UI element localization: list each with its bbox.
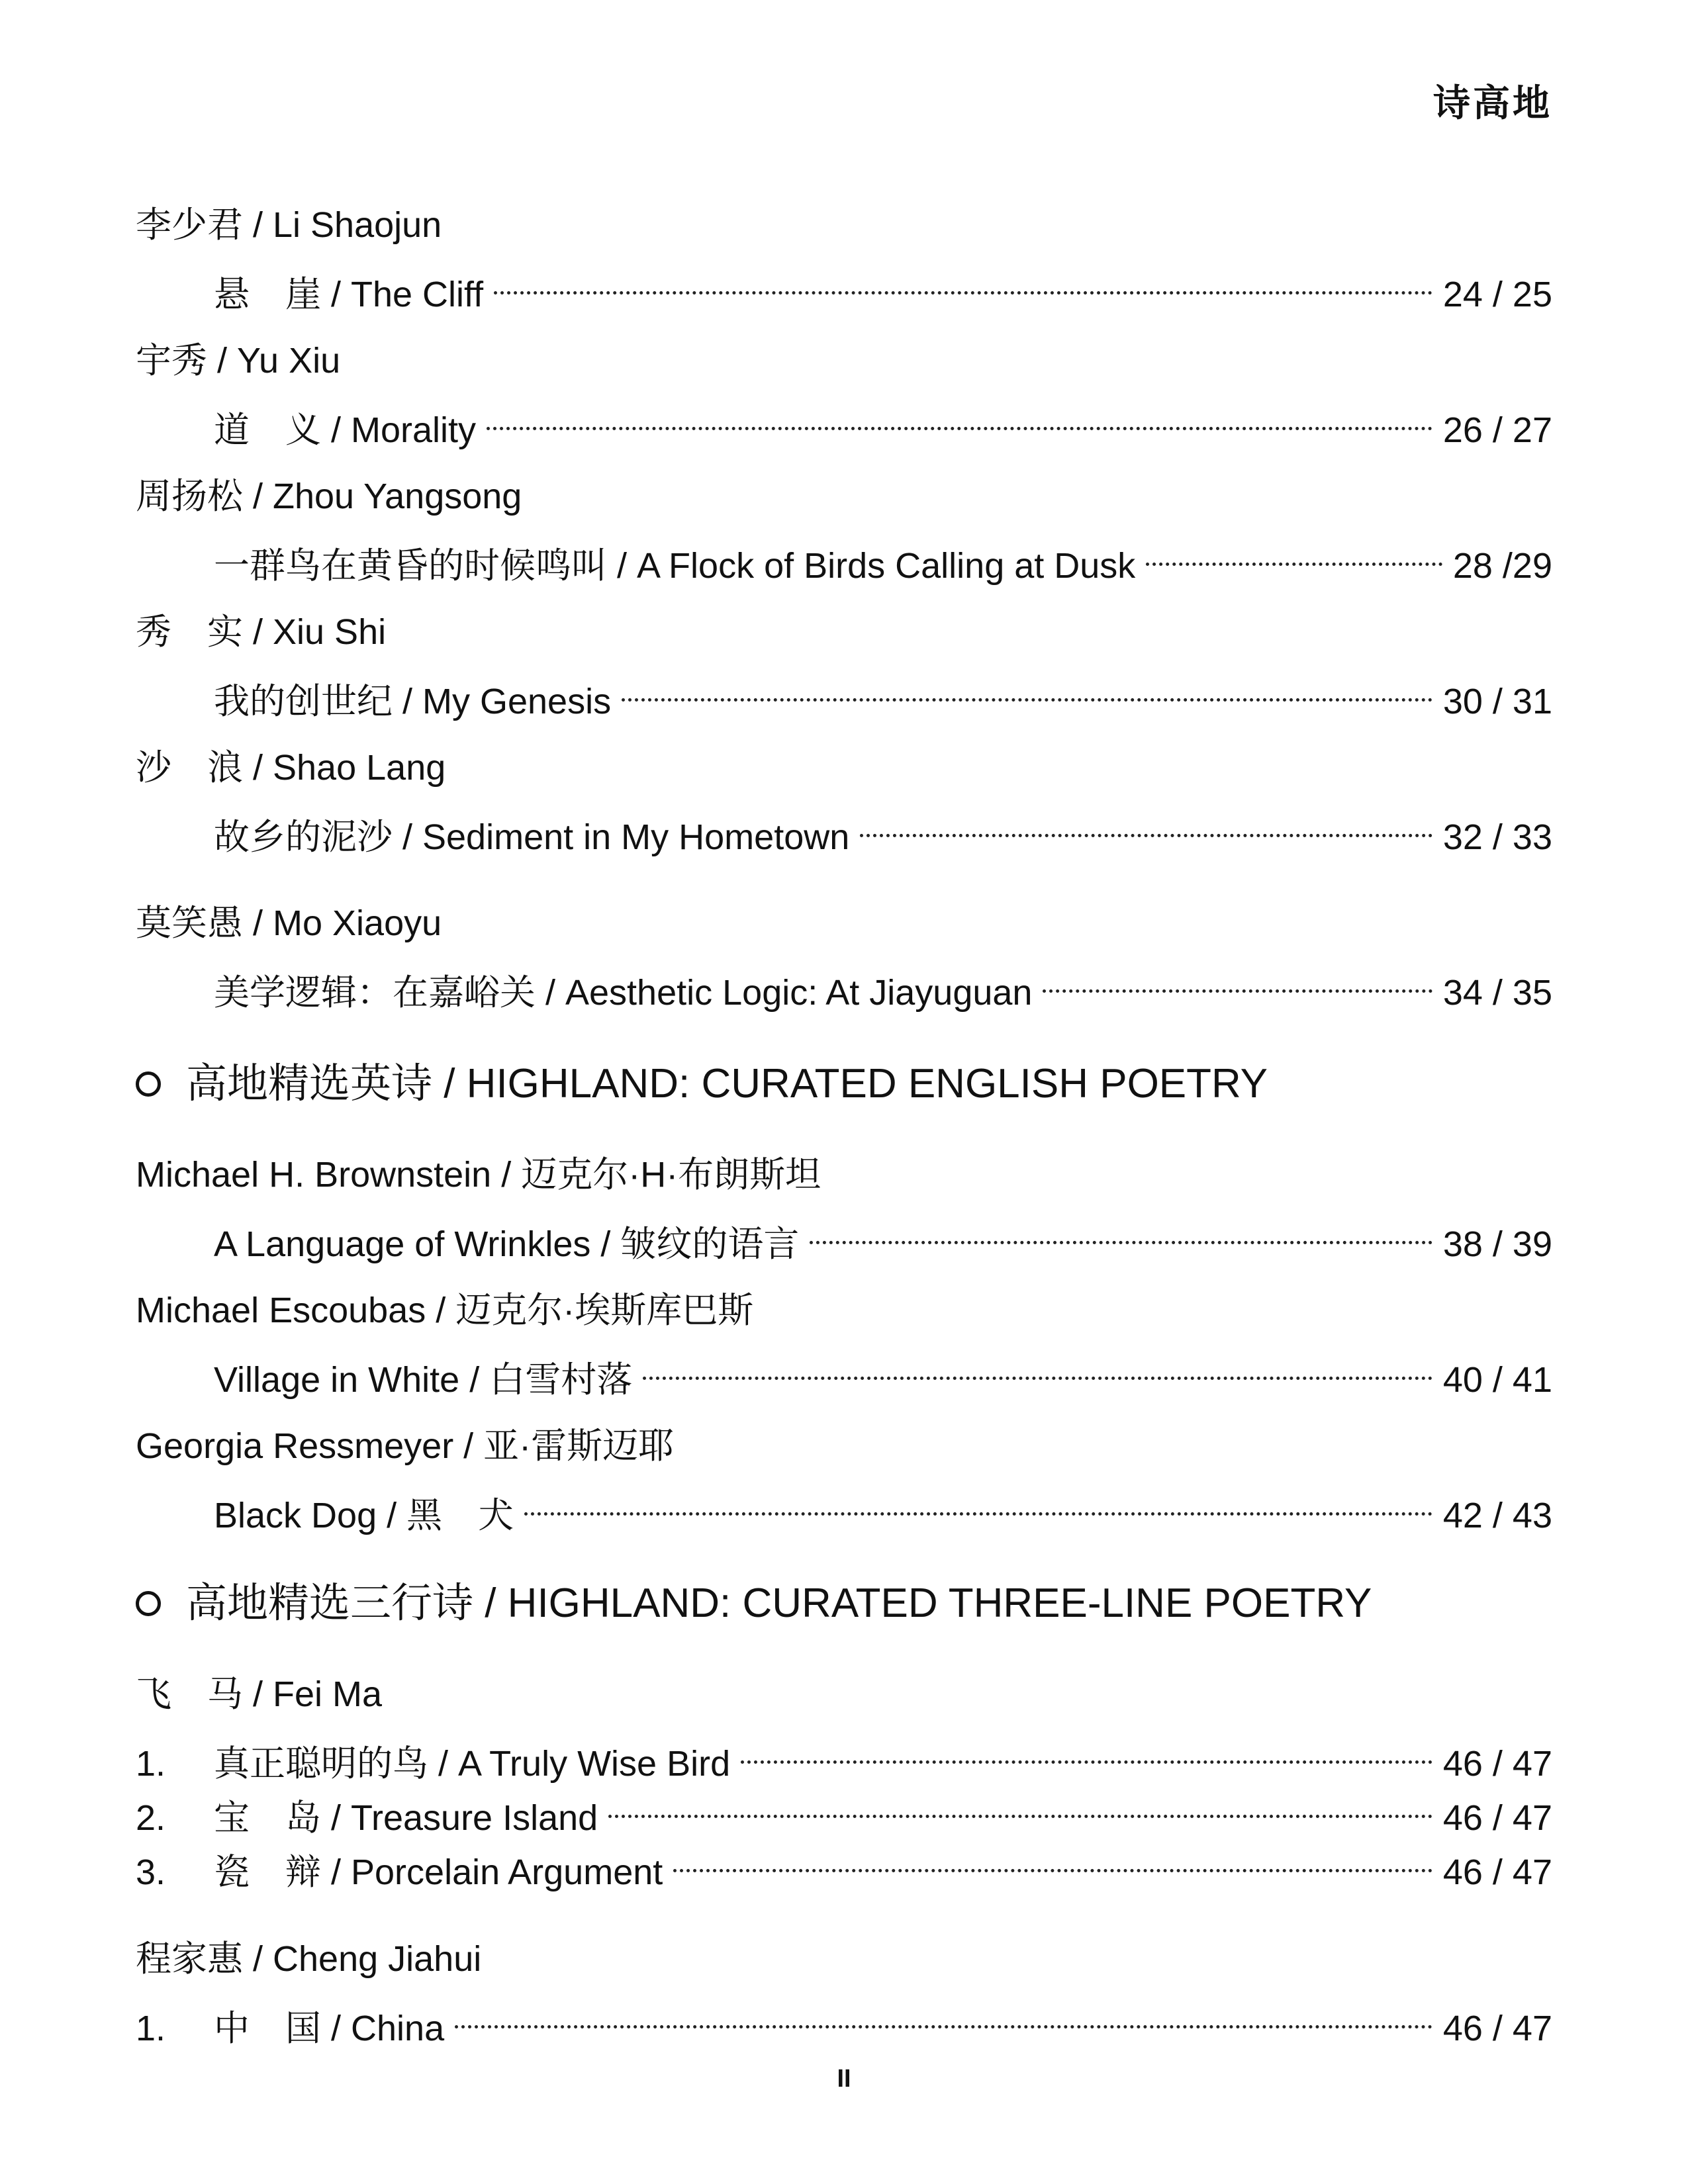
- toc-entry[interactable]: [136, 660, 1552, 721]
- author-fei-ma: 飞 马 / Fei Ma: [136, 1674, 383, 1714]
- entry-page: 30 / 31: [1442, 682, 1552, 721]
- entry-title: 宝 岛 / Treasure Island: [214, 1798, 598, 1838]
- author-zhou-yangsong: 周扬松 / Zhou Yangsong: [136, 477, 522, 516]
- dot-leader: [608, 1777, 1432, 1830]
- entry-title: 一群鸟在黄昏的时候鸣叫 / A Flock of Birds Calling at Dusk: [214, 546, 1136, 586]
- entry-page: 46 / 47: [1442, 1744, 1552, 1784]
- dot-leader: [455, 1987, 1432, 2040]
- toc-entry[interactable]: [136, 1723, 1552, 1784]
- entry-page: 46 / 47: [1442, 2009, 1552, 2048]
- dot-leader: [741, 1723, 1432, 1776]
- entry-title: 真正聪明的鸟 / A Truly Wise Bird: [214, 1744, 731, 1784]
- dot-leader: [494, 253, 1432, 306]
- toc-entry[interactable]: [136, 952, 1552, 1013]
- toc-entry[interactable]: [136, 796, 1552, 857]
- entry-title: Black Dog / 黑 犬: [214, 1496, 514, 1535]
- dot-leader: [487, 389, 1432, 442]
- entry-page: 28 /29: [1452, 546, 1552, 586]
- author-yu-xiu: 宇秀 / Yu Xiu: [136, 341, 341, 381]
- entry-number: 3.: [136, 1852, 166, 1892]
- toc-entry[interactable]: [136, 1777, 1552, 1838]
- entry-page: 34 / 35: [1442, 973, 1552, 1013]
- dot-leader: [673, 1831, 1432, 1884]
- dot-leader: [810, 1203, 1432, 1256]
- author-li-shaojun: 李少君 / Li Shaojun: [136, 205, 442, 245]
- dot-leader: [1146, 525, 1442, 578]
- entry-page: 46 / 47: [1442, 1798, 1552, 1838]
- entry-page: 46 / 47: [1442, 1852, 1552, 1892]
- entry-page: 32 / 33: [1442, 817, 1552, 857]
- entry-number: 2.: [136, 1798, 166, 1838]
- entry-page: 26 / 27: [1442, 410, 1552, 450]
- toc-entry[interactable]: [136, 1475, 1552, 1535]
- author-michael-escoubas: Michael Escoubas / 迈克尔·埃斯库巴斯: [136, 1291, 754, 1330]
- entry-title: 故乡的泥沙 / Sediment in My Hometown: [214, 817, 850, 857]
- entry-title: 悬 崖 / The Cliff: [214, 275, 484, 314]
- section-heading-three-line-poetry: 高地精选三行诗 / HIGHLAND: CURATED THREE-LINE POETRY: [136, 1574, 1552, 1633]
- dot-leader: [643, 1339, 1432, 1392]
- author-xiu-shi: 秀 实 / Xiu Shi: [136, 612, 387, 652]
- entry-page: 24 / 25: [1442, 275, 1552, 314]
- author-mo-xiaoyu: 莫笑愚 / Mo Xiaoyu: [136, 903, 442, 943]
- toc-entry[interactable]: [136, 389, 1552, 450]
- entry-title: 美学逻辑：在嘉峪关 / Aesthetic Logic: At Jiayuguan: [214, 973, 1033, 1013]
- entry-title: 瓷 辩 / Porcelain Argument: [214, 1852, 663, 1892]
- toc-entry[interactable]: [136, 525, 1552, 586]
- circle-bullet-icon: [136, 1591, 161, 1616]
- entry-title: Village in White / 白雪村落: [214, 1360, 633, 1400]
- toc-entry[interactable]: [136, 1987, 1552, 2048]
- circle-bullet-icon: [136, 1071, 161, 1097]
- dot-leader: [860, 796, 1432, 849]
- author-georgia-ressmeyer: Georgia Ressmeyer / 亚·雷斯迈耶: [136, 1426, 675, 1466]
- toc-entry[interactable]: [136, 1831, 1552, 1892]
- author-cheng-jiahui: 程家惠 / Cheng Jiahui: [136, 1939, 482, 1979]
- entry-page: 38 / 39: [1442, 1224, 1552, 1264]
- entry-title: 中 国 / China: [214, 2009, 445, 2048]
- author-shao-lang: 沙 浪 / Shao Lang: [136, 748, 446, 788]
- page-number: II: [837, 2065, 851, 2093]
- section-heading-english-poetry: 高地精选英诗 / HIGHLAND: CURATED ENGLISH POETRY: [136, 1054, 1552, 1114]
- entry-title: 道 义 / Morality: [214, 410, 477, 450]
- entry-title: 我的创世纪 / My Genesis: [214, 682, 612, 721]
- toc-entry[interactable]: [136, 1339, 1552, 1400]
- author-michael-h-brownstein: Michael H. Brownstein / 迈克尔·H·布朗斯坦: [136, 1155, 821, 1195]
- toc-entry[interactable]: [136, 253, 1552, 314]
- entry-page: 40 / 41: [1442, 1360, 1552, 1400]
- dot-leader: [622, 660, 1432, 713]
- dot-leader: [1043, 952, 1432, 1005]
- entry-number: 1.: [136, 1744, 166, 1784]
- entry-number: 1.: [136, 2009, 166, 2048]
- entry-page: 42 / 43: [1442, 1496, 1552, 1535]
- toc-entry[interactable]: [136, 1203, 1552, 1264]
- entry-title: A Language of Wrinkles / 皱纹的语言: [214, 1224, 800, 1264]
- page-title: 诗高地: [1433, 81, 1552, 125]
- dot-leader: [524, 1475, 1432, 1527]
